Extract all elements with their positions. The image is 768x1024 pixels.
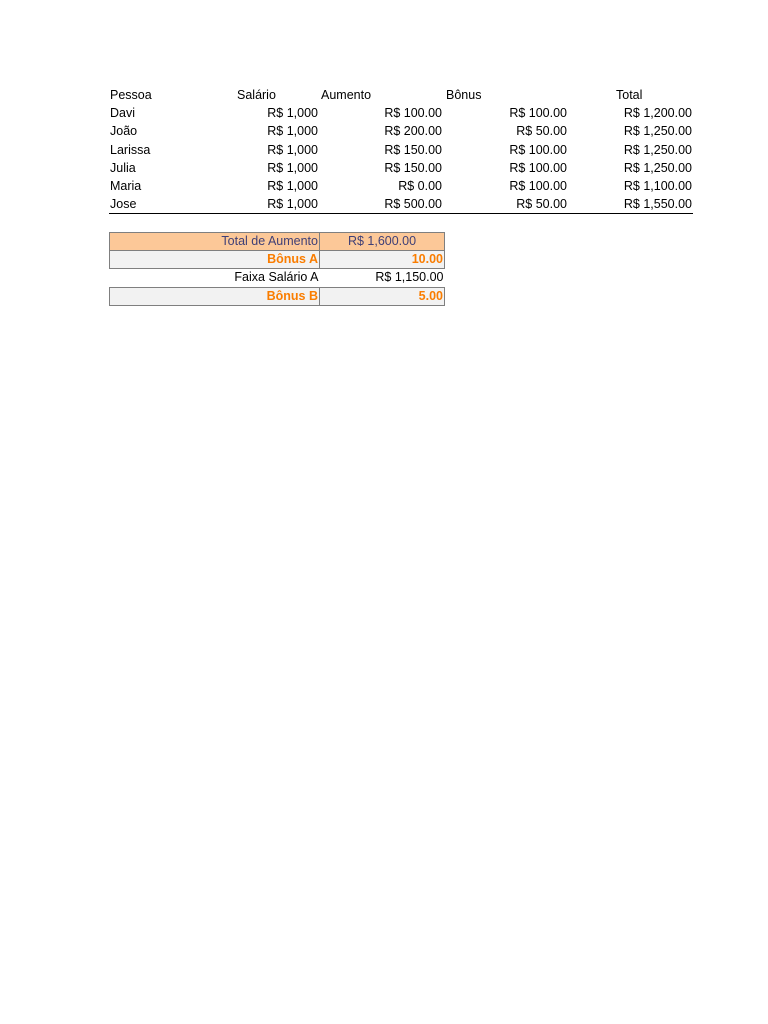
bonus-a-value: 10.00 [320, 251, 445, 269]
header-total: Total [616, 88, 643, 102]
faixa-salario-row [110, 269, 445, 287]
cell-aumento: R$ 150.00 [384, 142, 442, 157]
total-aumento-label: Total de Aumento [110, 233, 320, 251]
cell-bonus: R$ 100.00 [509, 179, 567, 194]
cell-bonus: R$ 100.00 [509, 160, 567, 175]
summary-table [109, 232, 445, 306]
cell-aumento: R$ 500.00 [319, 195, 443, 214]
bonus-b-value: 5.00 [320, 287, 445, 305]
header-bonus: Bônus [446, 88, 482, 102]
bonus-a-row [110, 251, 445, 269]
header-aumento: Aumento [321, 88, 372, 102]
cell-bonus: R$ 100.00 [509, 106, 567, 121]
cell-total: R$ 1,200.00 [623, 106, 692, 121]
table-header-row [109, 86, 693, 104]
cell-bonus: R$ 100.00 [509, 142, 567, 157]
table-row [109, 122, 693, 140]
cell-aumento: R$ 0.00 [398, 179, 442, 194]
cell-salario: R$ 1,000 [267, 106, 318, 121]
cell-total: R$ 1,250.00 [623, 142, 692, 157]
cell-bonus: R$ 50.00 [516, 124, 567, 139]
cell-total: R$ 1,550.00 [568, 195, 693, 214]
cell-pessoa: Larissa [110, 142, 151, 157]
header-pessoa: Pessoa [110, 88, 152, 102]
cell-total: R$ 1,100.00 [623, 179, 692, 194]
bonus-b-row [110, 287, 445, 305]
cell-salario: R$ 1,000 [267, 124, 318, 139]
cell-pessoa: Davi [110, 106, 136, 121]
cell-aumento: R$ 150.00 [384, 160, 442, 175]
cell-pessoa: João [110, 124, 138, 139]
cell-total: R$ 1,250.00 [623, 160, 692, 175]
table-row [109, 141, 693, 159]
cell-salario: R$ 1,000 [267, 179, 318, 194]
cell-pessoa: Julia [110, 160, 136, 175]
table-row [109, 104, 693, 122]
total-aumento-row [110, 233, 445, 251]
cell-bonus: R$ 50.00 [443, 195, 568, 214]
header-salario: Salário [237, 88, 276, 102]
cell-aumento: R$ 200.00 [384, 124, 442, 139]
cell-total: R$ 1,250.00 [623, 124, 692, 139]
faixa-salario-label: Faixa Salário A [110, 269, 320, 287]
table-row [109, 195, 693, 214]
table-row [109, 177, 693, 195]
cell-aumento: R$ 100.00 [384, 106, 442, 121]
cell-pessoa: Maria [110, 179, 142, 194]
salary-table [109, 86, 693, 214]
bonus-a-label: Bônus A [110, 251, 320, 269]
total-aumento-value: R$ 1,600.00 [320, 233, 445, 251]
cell-salario: R$ 1,000 [267, 160, 318, 175]
faixa-salario-value: R$ 1,150.00 [320, 269, 445, 287]
cell-salario: R$ 1,000 [267, 142, 318, 157]
bonus-b-label: Bônus B [110, 287, 320, 305]
cell-pessoa: Jose [109, 195, 195, 214]
table-row [109, 159, 693, 177]
cell-salario: R$ 1,000 [195, 195, 319, 214]
